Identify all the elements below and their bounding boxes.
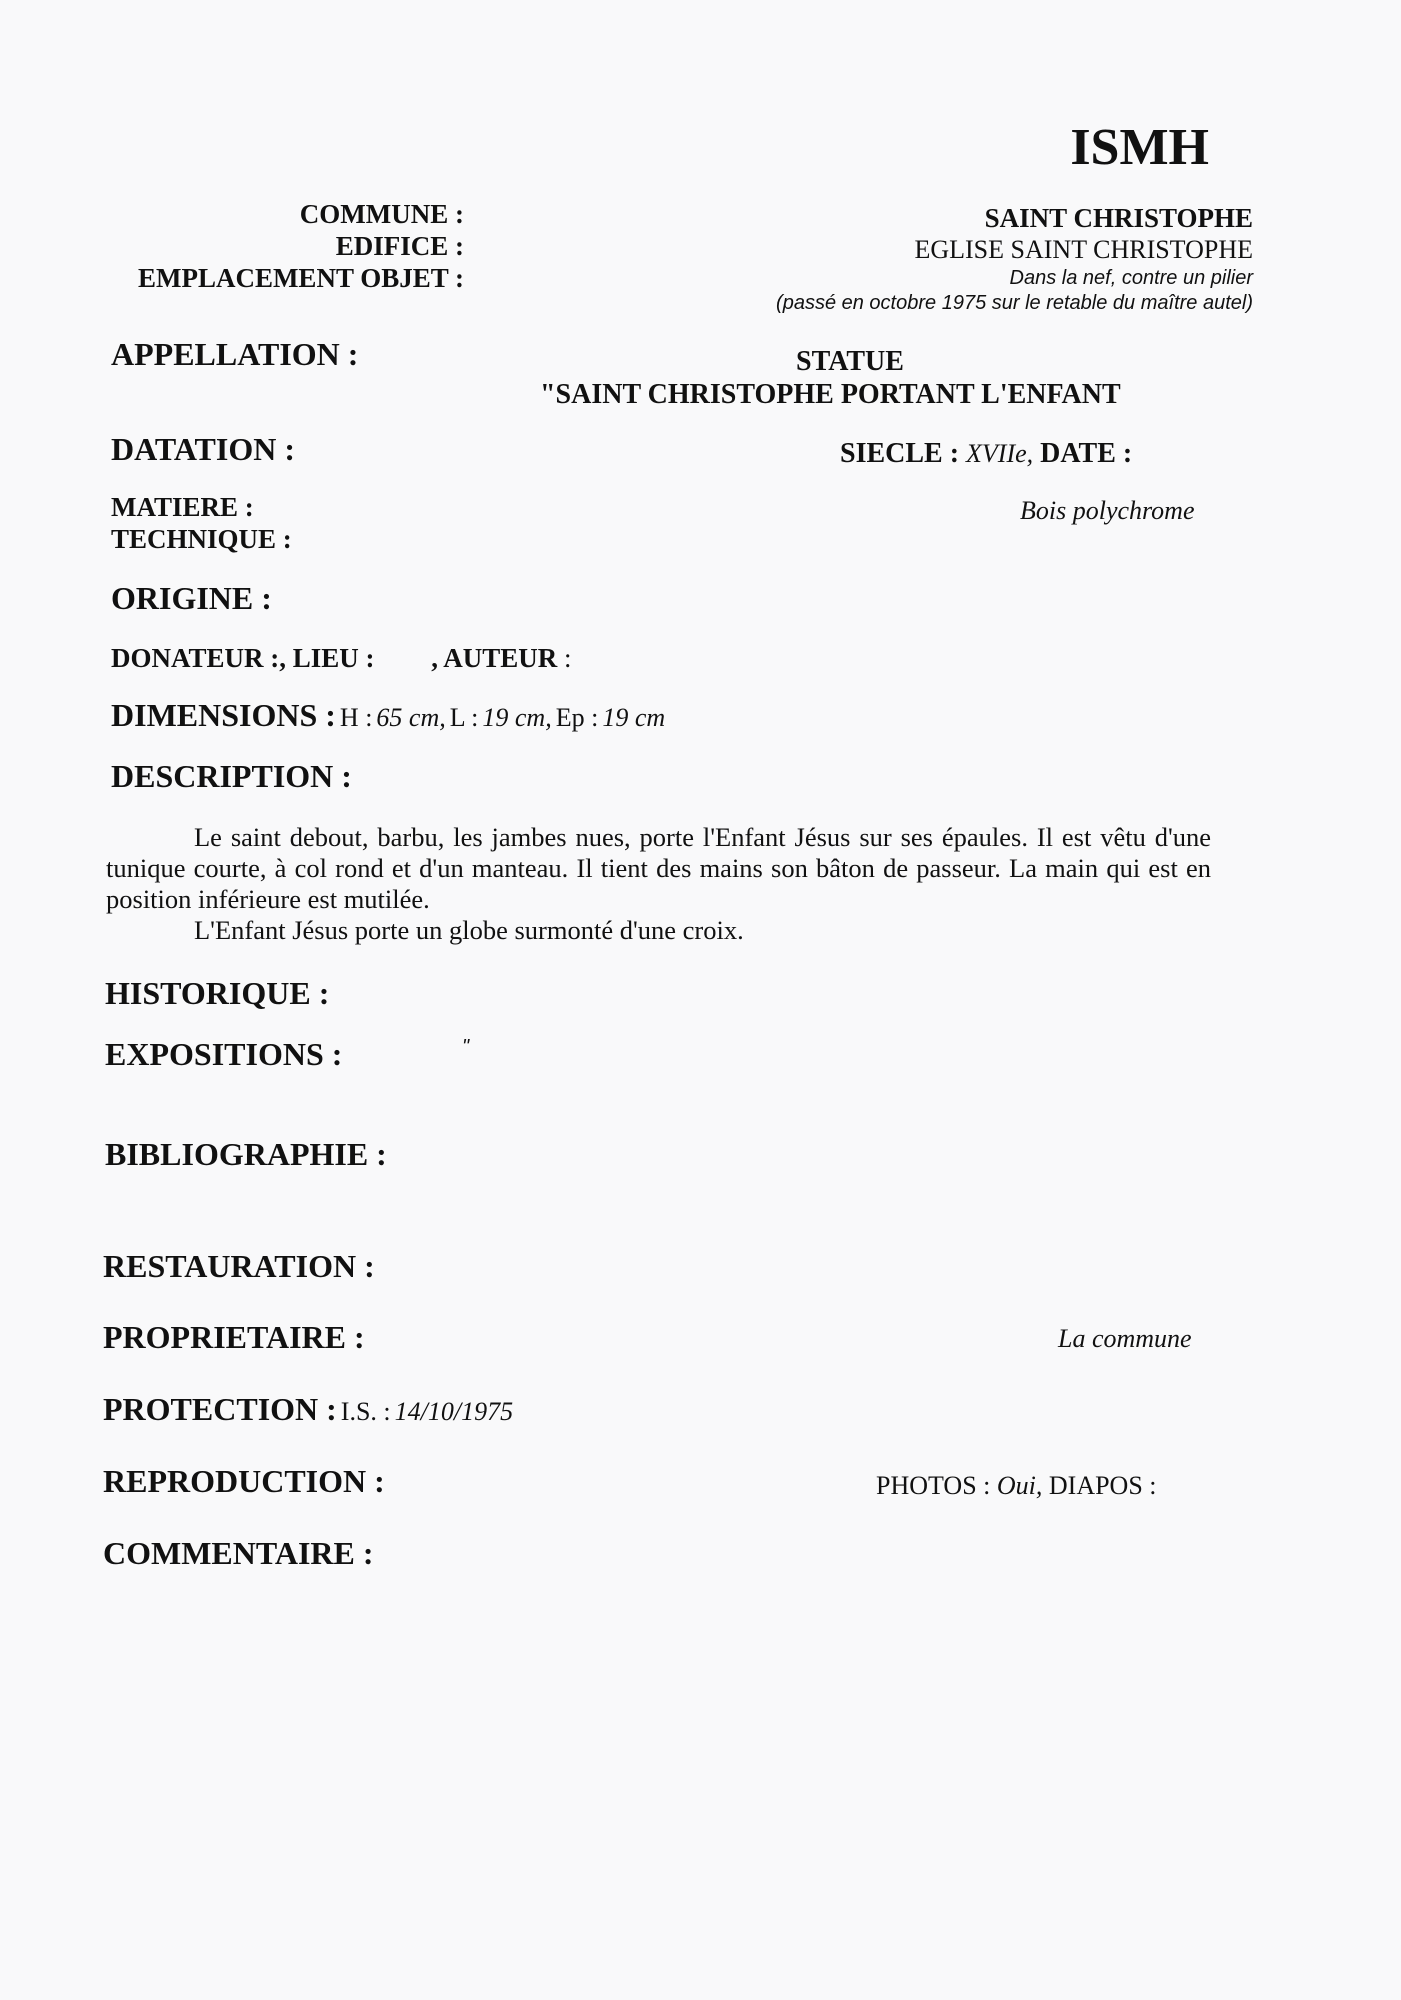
appellation-label: APPELLATION :	[111, 336, 359, 372]
protection-label: PROTECTION :	[103, 1391, 337, 1427]
appellation-value-line1: STATUE	[796, 346, 904, 377]
matiere-value: Bois polychrome	[1020, 496, 1195, 525]
auteur-label: , AUTEUR	[431, 643, 558, 673]
photos-label: PHOTOS :	[876, 1471, 991, 1500]
appellation-value-line2: "SAINT CHRISTOPHE PORTANT L'ENFANT	[540, 379, 1121, 410]
dimensions-label: DIMENSIONS :	[111, 697, 336, 733]
emplacement-value-line2: (passé en octobre 1975 sur le retable du maître autel)	[776, 292, 1253, 314]
proprietaire-value: La commune	[1058, 1324, 1192, 1353]
protection-date: 14/10/1975	[394, 1397, 514, 1426]
origine-label: ORIGINE :	[111, 580, 272, 616]
document-code: ISMH	[1070, 119, 1209, 176]
siecle-value: XVIIe,	[966, 439, 1034, 468]
dimension-h-label: H :	[339, 703, 373, 732]
siecle-label: SIECLE :	[840, 438, 960, 469]
description-paragraph-1: Le saint debout, barbu, les jambes nues, porte l'Enfant Jésus sur ses épaules. Il est vêtu d'une tunique courte, à col rond et d'un manteau. Il tient des mains son bâton de passeur. La main qui est en position inférieure est mutilée.	[106, 822, 1211, 914]
identity-values	[776, 202, 1253, 316]
dimension-ep-value: 19 cm	[602, 703, 666, 732]
reproduction-value	[876, 1471, 1157, 1501]
technique-label: TECHNIQUE :	[111, 524, 292, 554]
bibliographie-label: BIBLIOGRAPHIE :	[105, 1136, 387, 1172]
emplacement-label: EMPLACEMENT OBJET :	[137, 263, 464, 293]
datation-value	[840, 438, 1132, 470]
proprietaire-label: PROPRIETAIRE :	[103, 1319, 365, 1355]
expositions-label: EXPOSITIONS :	[105, 1036, 343, 1072]
matiere-labels	[111, 491, 292, 555]
emplacement-value-line1: Dans la nef, contre un pilier	[1009, 267, 1253, 289]
photos-value: Oui,	[996, 1471, 1043, 1500]
restauration-label: RESTAURATION :	[103, 1248, 375, 1284]
date-label: DATE :	[1040, 438, 1133, 469]
commune-value: SAINT CHRISTOPHE	[984, 203, 1253, 233]
description-paragraph-2: L'Enfant Jésus porte un globe surmonté d'une croix.	[194, 915, 744, 945]
origine-details	[111, 643, 572, 674]
commentaire-label: COMMENTAIRE :	[103, 1535, 374, 1571]
expositions-value: "	[462, 1036, 470, 1058]
edifice-label: EDIFICE :	[335, 231, 464, 261]
reproduction-label: REPRODUCTION :	[103, 1463, 385, 1499]
dimension-ep-label: Ep :	[555, 703, 599, 732]
appellation-value	[540, 345, 1160, 411]
commune-label: COMMUNE :	[299, 199, 464, 229]
diapos-label: DIAPOS :	[1048, 1471, 1157, 1500]
datation-label: DATATION :	[111, 431, 295, 467]
identity-labels	[138, 198, 464, 294]
protection-line	[103, 1391, 513, 1428]
dimension-h-value: 65 cm,	[376, 703, 446, 732]
description-label: DESCRIPTION :	[111, 758, 352, 794]
historique-label: HISTORIQUE :	[105, 975, 330, 1011]
dimension-l-value: 19 cm,	[482, 703, 552, 732]
description-text	[106, 822, 1211, 946]
edifice-value: EGLISE SAINT CHRISTOPHE	[914, 235, 1253, 264]
dimensions-line	[111, 697, 665, 734]
dimension-l-label: L :	[449, 703, 479, 732]
matiere-label: MATIERE :	[111, 492, 254, 522]
auteur-colon: :	[564, 643, 572, 673]
protection-is-label: I.S. :	[340, 1397, 391, 1426]
donateur-lieu-label: DONATEUR :, LIEU :	[111, 643, 375, 673]
